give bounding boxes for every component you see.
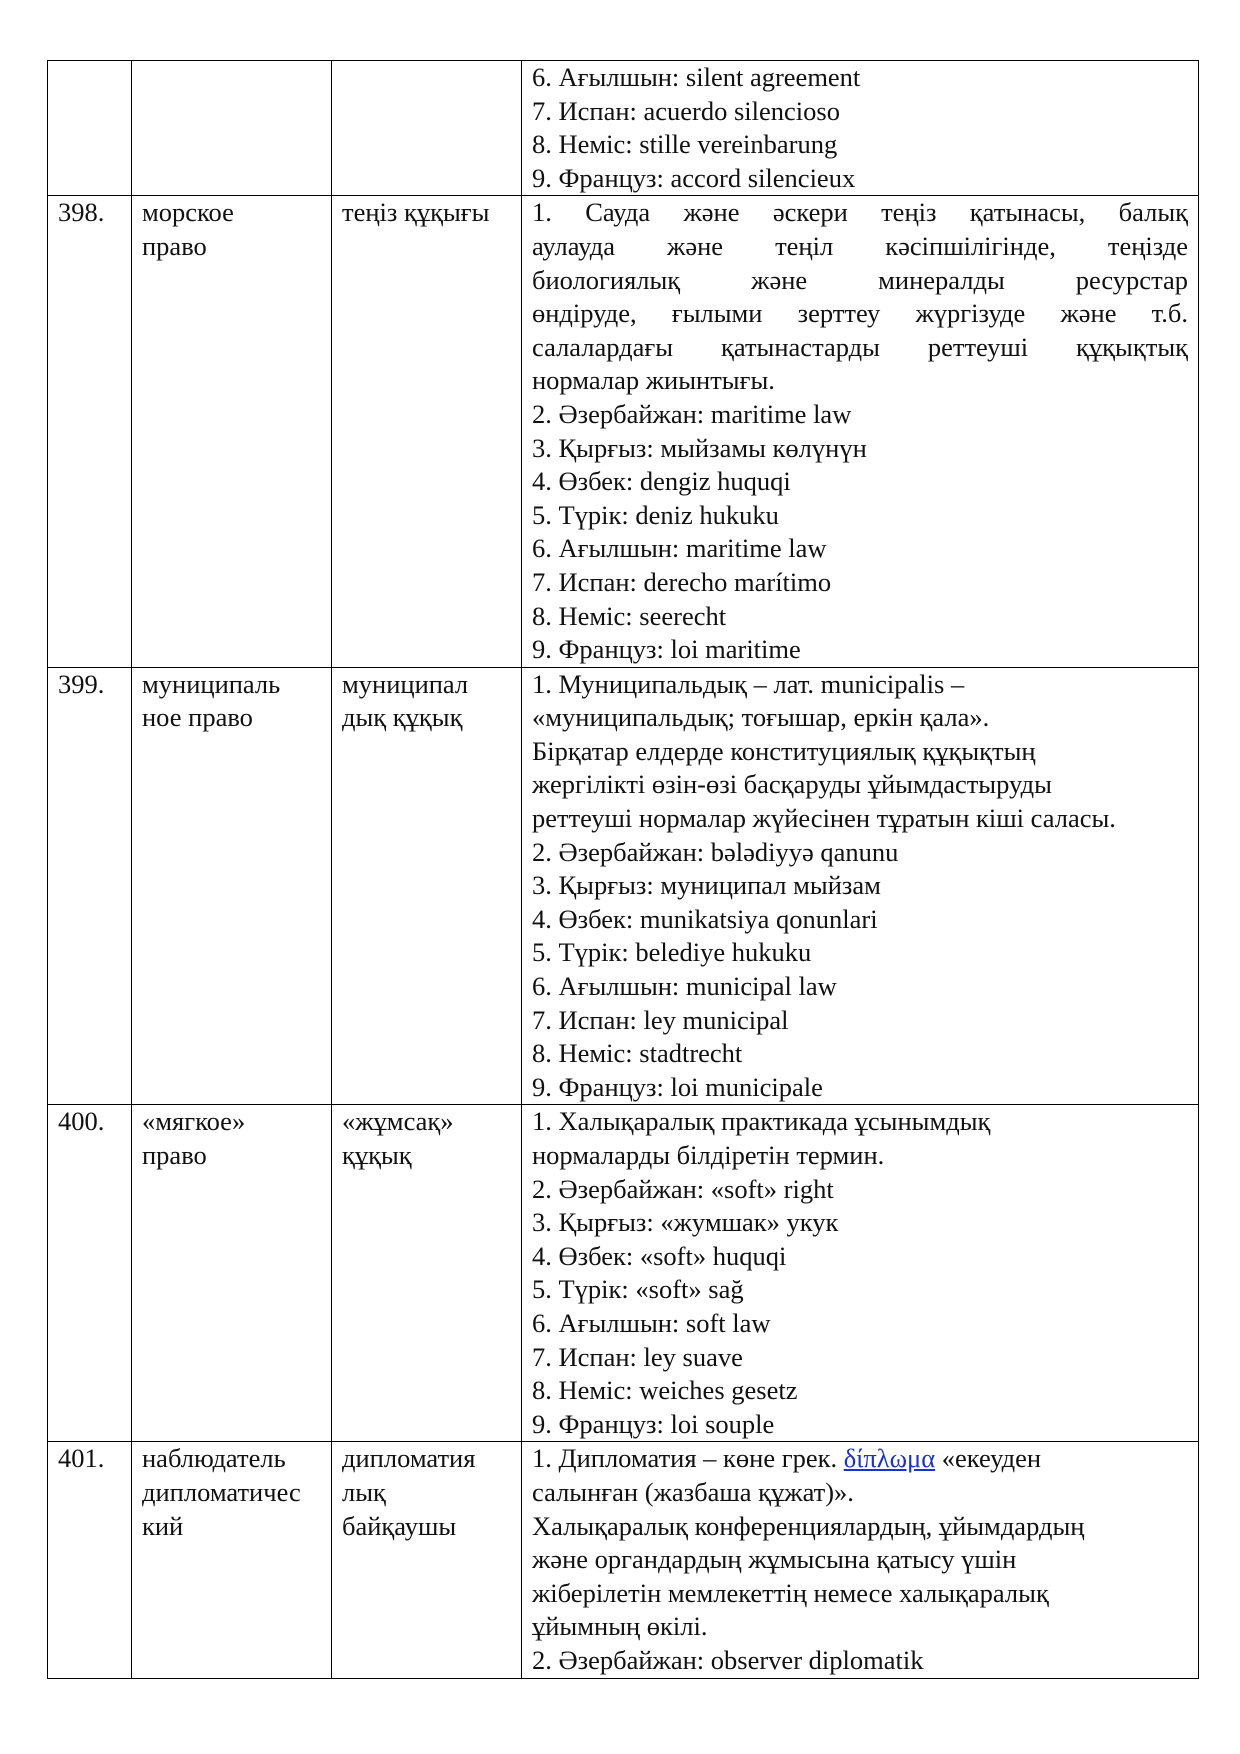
russian-term-line: наблюдатель <box>142 1443 286 1474</box>
definition-line: нормаларды білдіретін термин. <box>532 1140 885 1170</box>
russian-term-cell <box>132 196 332 667</box>
kazakh-term-cell <box>332 1442 522 1678</box>
term-number: 399. <box>48 667 132 1105</box>
kazakh-term-cell <box>332 667 522 1105</box>
translation-line: 3. Қырғыз: «жумшак» укук <box>532 1207 839 1238</box>
translation-line: 7. Испан: ley municipal <box>532 1004 789 1035</box>
translation-line: 3. Қырғыз: мыйзамы көлүнүн <box>532 432 867 463</box>
table-row <box>48 667 1199 1105</box>
term-number: 398. <box>48 196 132 667</box>
kazakh-term-line: құқық <box>342 1140 412 1170</box>
definition-line: салынған (жазбаша құжат)». <box>532 1476 854 1507</box>
definition-line: биологиялық және минералды ресурстар <box>532 264 1188 295</box>
terms-table <box>47 60 1199 1679</box>
kazakh-term-line: дық құқық <box>342 702 463 733</box>
definition-cell <box>522 1442 1199 1678</box>
russian-term-line: дипломатичес <box>142 1476 301 1507</box>
definition-line: салалардағы қатынастарды реттеуші құқықтық <box>532 331 1188 362</box>
kazakh-term-line: муниципал <box>342 668 469 699</box>
definition-cell <box>522 1105 1199 1442</box>
russian-term-line: кий <box>142 1510 184 1541</box>
definition-line: ұйымның өкілі. <box>532 1611 708 1642</box>
russian-term-cell <box>132 1105 332 1442</box>
definition-line: Халықаралық конференциялардың, ұйымдардың <box>532 1510 1085 1541</box>
definition-line: 1. Халықаралық практикада ұсынымдық <box>532 1106 991 1137</box>
russian-term-cell <box>132 61 332 196</box>
translation-line: 5. Түрік: «soft» sağ <box>532 1274 744 1305</box>
russian-term-line: муниципаль <box>142 668 281 699</box>
definition-line: нормалар жиынтығы. <box>532 365 775 396</box>
kazakh-term-cell <box>332 1105 522 1442</box>
translation-line: 4. Өзбек: munikatsiya qonunlari <box>532 903 878 934</box>
translation-line: 6. Ағылшын: soft law <box>532 1307 771 1338</box>
definition-line: реттеуші нормалар жүйесінен тұратын кіші саласы. <box>532 803 1116 834</box>
translation-line: 2. Әзербайжан: maritime law <box>532 398 852 429</box>
kazakh-term-cell <box>332 61 522 196</box>
translation-line: 7. Испан: derecho marítimo <box>532 566 832 597</box>
table-row <box>48 1442 1199 1678</box>
translation-line: 2. Әзербайжан: «soft» right <box>532 1173 834 1204</box>
translation-line: 5. Түрік: belediye hukuku <box>532 937 812 968</box>
russian-term-line: право <box>142 230 207 261</box>
russian-term-line: ное право <box>142 702 253 733</box>
greek-word-link[interactable]: δίπλωμα <box>843 1443 936 1474</box>
translation-line: 8. Неміс: stadtrecht <box>532 1038 743 1069</box>
definition-line: 1. Муниципальдық – лат. municipalis – <box>532 668 965 699</box>
definition-line: және органдардың жұмысына қатысу үшін <box>532 1544 1017 1575</box>
definition-line: 1. Сауда және әскери теңіз қатынасы, балық <box>532 197 1188 228</box>
translation-line: 7. Испан: acuerdo silencioso <box>532 95 840 126</box>
kazakh-term-line: «жұмсақ» <box>342 1106 454 1137</box>
definition-line: «муниципальдық; тоғышар, еркін қала». <box>532 702 990 733</box>
translation-line: 6. Ағылшын: municipal law <box>532 971 837 1002</box>
translation-line: 7. Испан: ley suave <box>532 1341 743 1372</box>
kazakh-term-line: теңіз құқығы <box>342 197 490 228</box>
russian-term-line: «мягкое» <box>142 1106 246 1137</box>
translation-line: 4. Өзбек: «soft» huquqi <box>532 1240 787 1271</box>
translation-line: 4. Өзбек: dengiz huquqi <box>532 466 791 497</box>
table-row <box>48 1105 1199 1442</box>
table-row <box>48 61 1199 196</box>
definition-prefix: 1. Дипломатия – көне грек. <box>532 1443 844 1474</box>
translation-line: 8. Неміс: seerecht <box>532 600 727 631</box>
term-number: 401. <box>48 1442 132 1678</box>
definition-line: жіберілетін мемлекеттің немесе халықаралық <box>532 1577 1049 1608</box>
dictionary-page <box>47 60 1198 1679</box>
term-number-cell <box>48 61 132 196</box>
russian-term-line: морское <box>142 197 234 228</box>
term-number: 400. <box>48 1105 132 1442</box>
translation-line: 9. Француз: accord silencieux <box>532 162 856 193</box>
translation-line: 5. Түрік: deniz hukuku <box>532 499 779 530</box>
kazakh-term-line: байқаушы <box>342 1510 457 1541</box>
translation-line: 9. Француз: loi souple <box>532 1408 775 1439</box>
translation-line: 2. Әзербайжан: observer diplomatik <box>532 1644 924 1675</box>
definition-cell <box>522 61 1199 196</box>
translation-line: 9. Француз: loi maritime <box>532 634 801 665</box>
definition-line: өндіруде, ғылыми зерттеу жүргізуде және т.б. <box>532 298 1188 329</box>
definition-line: жергілікті өзін-өзі басқаруды ұйымдастыруды <box>532 769 1052 800</box>
definition-cell <box>522 196 1199 667</box>
russian-term-line: право <box>142 1140 207 1170</box>
definition-first-line <box>532 1442 1188 1476</box>
kazakh-term-line: дипломатия <box>342 1443 476 1474</box>
russian-term-cell <box>132 667 332 1105</box>
translation-line: 8. Неміс: weiches gesetz <box>532 1375 798 1406</box>
table-row <box>48 196 1199 667</box>
translation-line: 3. Қырғыз: муниципал мыйзам <box>532 870 881 901</box>
definition-line: аулауда және теңіл кәсіпшілігінде, теңізде <box>532 230 1188 261</box>
definition-cell <box>522 667 1199 1105</box>
translation-line: 2. Әзербайжан: bələdiyyə qanunu <box>532 836 899 867</box>
definition-suffix: «екеуден <box>935 1443 1042 1474</box>
kazakh-term-cell <box>332 196 522 667</box>
definition-line: Бірқатар елдерде конституциялық құқықтың <box>532 735 1036 766</box>
kazakh-term-line: лық <box>342 1476 386 1507</box>
translation-line: 6. Ағылшын: maritime law <box>532 533 827 564</box>
translation-line: 6. Ағылшын: silent agreement <box>532 62 861 92</box>
translation-line: 8. Неміс: stille vereinbarung <box>532 129 838 160</box>
russian-term-cell <box>132 1442 332 1678</box>
translation-line: 9. Француз: loi municipale <box>532 1071 823 1102</box>
